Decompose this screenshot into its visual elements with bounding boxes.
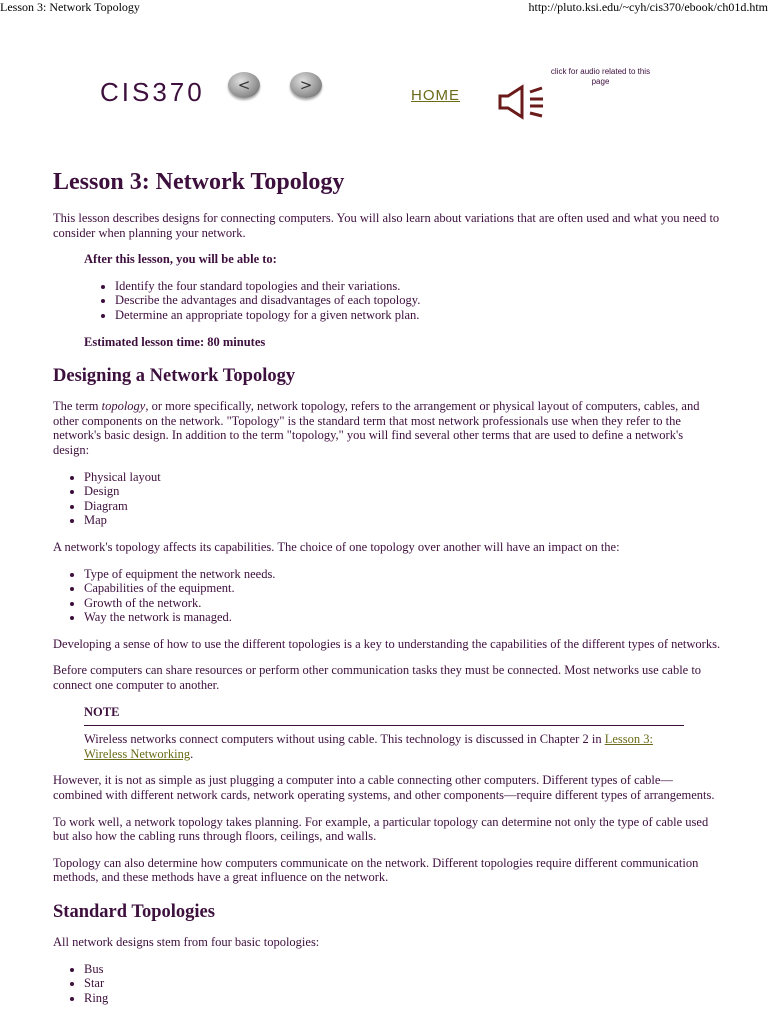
print-url: http://pluto.ksi.edu/~cyh/cis370/ebook/ch01d.htm	[528, 0, 768, 14]
banner	[0, 60, 768, 130]
list-item: • Determine an appropriate topology for a given network plan.	[115, 308, 721, 323]
design-terms-list	[53, 470, 721, 528]
lesson-intro: This lesson describes designs for connecting computers. You will also learn about variations that are often used and what you need to consider when planning your network.	[53, 211, 720, 240]
designing-paragraph-4: Before computers can share resources or perform other communication tasks they must be connected. Most networks use cable to connect one computer to another.	[53, 663, 702, 693]
lesson-content	[53, 168, 721, 1017]
designing-paragraph-6: To work well, a network topology takes planning. For example, a particular topology can determine not only the type of cable used but also how the cabling runs through floors, ceilings, and walls.	[53, 814, 709, 844]
previous-page-button[interactable]	[228, 72, 260, 98]
chevron-left-icon: <	[237, 75, 251, 94]
topology-list	[53, 962, 721, 1006]
text-span: .	[190, 746, 194, 761]
list-item: • Physical layout	[84, 470, 721, 485]
home-link[interactable]: HOME	[411, 87, 460, 104]
list-item: • Identify the four standard topologies and their variations.	[115, 279, 721, 294]
speaker-icon[interactable]	[498, 84, 546, 120]
list-item: • Ring	[84, 991, 721, 1006]
note-text	[84, 732, 664, 761]
list-item: • Star	[84, 976, 721, 991]
print-title: Lesson 3: Network Topology	[0, 0, 140, 14]
designing-paragraph-2: A network's topology affects its capabilities. The choice of one topology over another will have an impact on the:	[53, 539, 620, 554]
designing-paragraph-7: Topology can also determine how computers communicate on the network. Different topologies require different communication methods, and these methods have a great influence on the network.	[53, 855, 699, 885]
next-page-button[interactable]	[290, 72, 322, 98]
list-item: • Diagram	[84, 499, 721, 514]
note-block	[84, 705, 721, 762]
list-item: • Way the network is managed.	[84, 610, 721, 625]
section-heading-designing: Designing a Network Topology	[53, 366, 296, 387]
note-heading: NOTE	[84, 704, 120, 719]
term-topology: topology	[101, 399, 146, 414]
list-item: • Map	[84, 513, 721, 528]
note-divider	[84, 725, 684, 726]
designing-paragraph-1	[53, 399, 721, 457]
list-item: • Design	[84, 484, 721, 499]
print-header	[0, 0, 768, 14]
audio-note: click for audio related to this page	[550, 67, 651, 86]
list-item: • Bus	[84, 962, 721, 977]
text-span: , or more specifically, network topology, refers to the arrangement or physical layout of computers, cables, and other components on the network. "Topology" is the standard term that most network professionals use when they refer to the network's basic design. In addition to the term "topology," you will find several other terms that are used to define a network's design:	[53, 399, 700, 457]
text-span: The term	[53, 399, 102, 414]
impact-list	[53, 567, 721, 625]
list-item: • Type of equipment the network needs.	[84, 567, 721, 582]
wireless-networking-link[interactable]: Lesson 3: Wireless Networking	[84, 732, 653, 761]
chevron-right-icon: >	[299, 75, 313, 94]
text-span: Wireless networks connect computers without using cable. This technology is discussed in Chapter 2 in	[84, 732, 605, 747]
list-item: • Growth of the network.	[84, 596, 721, 611]
designing-paragraph-3: Developing a sense of how to use the different topologies is a key to understanding the capabilities of the different types of networks.	[53, 636, 721, 651]
objectives-block	[84, 252, 721, 349]
objectives-heading: After this lesson, you will be able to:	[84, 252, 277, 267]
section-heading-standard: Standard Topologies	[53, 902, 215, 922]
standard-intro: All network designs stem from four basic topologies:	[53, 935, 320, 949]
lesson-time: Estimated lesson time: 80 minutes	[84, 334, 266, 349]
course-logo: CIS370	[100, 77, 205, 107]
objectives-list	[84, 279, 721, 323]
list-item: • Describe the advantages and disadvantages of each topology.	[115, 293, 721, 308]
list-item: • Capabilities of the equipment.	[84, 581, 721, 596]
lesson-title: Lesson 3: Network Topology	[53, 169, 345, 195]
designing-paragraph-5: However, it is not as simple as just plugging a computer into a cable connecting other computers. Different types of cable—combined with different network cards, network operating systems, and other components—require different types of arrangements.	[53, 773, 715, 803]
